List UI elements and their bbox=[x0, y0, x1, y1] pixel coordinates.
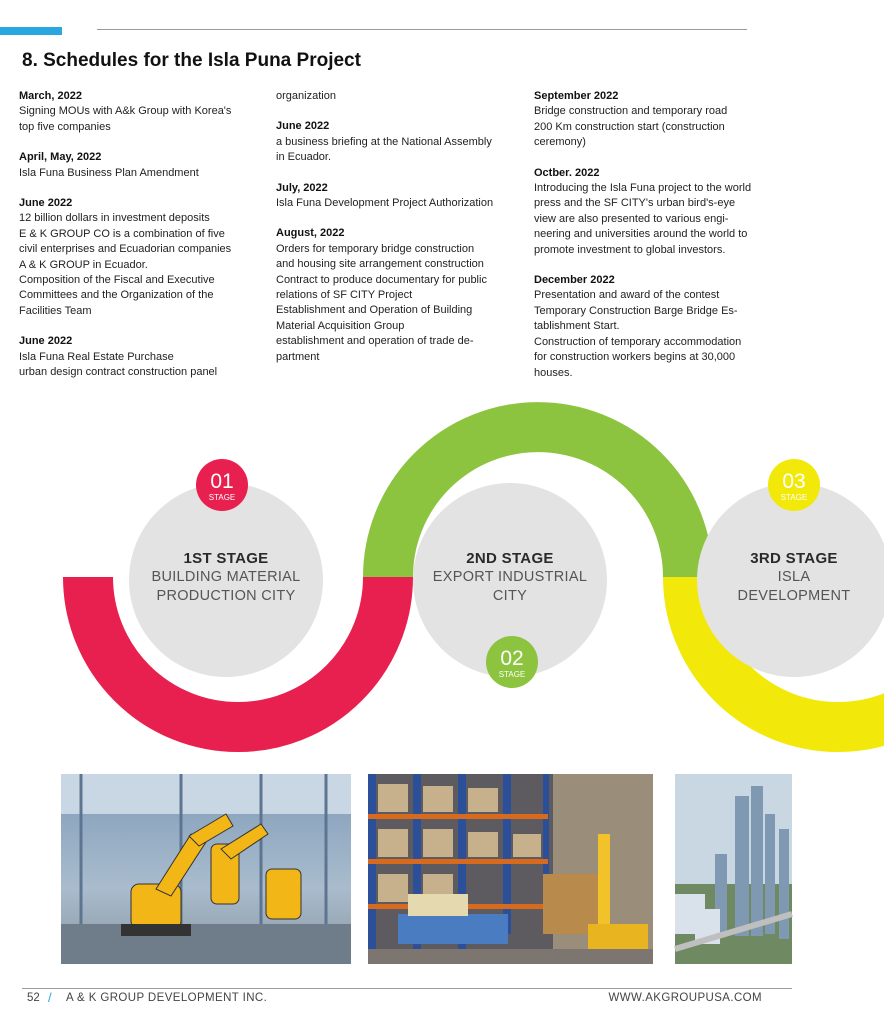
entry-line: organization bbox=[276, 90, 336, 102]
entry-line: view are also presented to various engi- bbox=[534, 212, 729, 225]
entry-line: and housing site arrangement construction bbox=[276, 258, 484, 271]
entry-line: Establishment and Operation of Building bbox=[276, 304, 473, 317]
entry-line: Bridge construction and temporary road bbox=[534, 105, 728, 118]
entry-line: promote investment to global investors. bbox=[534, 243, 726, 256]
entry-line: A & K GROUP in Ecuador. bbox=[19, 258, 148, 271]
entry-line: Contract to produce documentary for public bbox=[276, 273, 487, 286]
stage-3-badge-tag: STAGE bbox=[780, 493, 808, 502]
stage-2-badge-tag: STAGE bbox=[498, 670, 526, 679]
entry-line: Composition of the Fiscal and Executive bbox=[19, 274, 215, 287]
entry-date: June 2022 bbox=[19, 335, 73, 348]
entry-line: Construction of temporary accommodation bbox=[534, 335, 742, 348]
stage-2-line: EXPORT INDUSTRIAL bbox=[432, 569, 588, 585]
entry-line: Temporary Construction Barge Bridge Es- bbox=[534, 304, 738, 317]
entry-line: Signing MOUs with A&k Group with Korea's bbox=[19, 105, 232, 118]
entry-line: relations of SF CITY Project bbox=[276, 289, 413, 302]
entry-line: Material Acquisition Group bbox=[276, 319, 405, 332]
entry-date: June 2022 bbox=[276, 120, 330, 133]
entry-line: 12 billion dollars in investment deposits bbox=[19, 212, 210, 225]
entry-line: Introducing the Isla Funa project to the world bbox=[534, 182, 752, 195]
stage-3-badge-number: 03 bbox=[782, 470, 806, 493]
page-number: 52 bbox=[27, 992, 40, 1004]
schedule-entry bbox=[19, 150, 269, 181]
entry-date: March, 2022 bbox=[19, 90, 82, 102]
entry-date: April, May, 2022 bbox=[19, 151, 102, 164]
stage-1-badge-tag: STAGE bbox=[208, 493, 236, 502]
schedule-entry bbox=[19, 89, 269, 135]
warehouse-photo bbox=[368, 774, 653, 964]
entry-line: E & K GROUP CO is a combination of five bbox=[19, 227, 225, 240]
entry-line: Orders for temporary bridge construction bbox=[276, 242, 475, 255]
footer-company: A & K GROUP DEVELOPMENT INC. bbox=[66, 992, 268, 1004]
entry-line: press and the SF CITY's urban bird's-eye bbox=[534, 197, 736, 210]
entry-line: establishment and operation of trade de- bbox=[276, 335, 474, 348]
robot-factory-photo bbox=[61, 774, 351, 964]
entry-line: ceremony) bbox=[534, 136, 586, 149]
stage-2-label bbox=[420, 549, 600, 606]
schedule-entry bbox=[19, 196, 269, 319]
photo-strip bbox=[0, 774, 792, 964]
entry-date: December 2022 bbox=[534, 274, 615, 287]
stage-2-name: 2ND STAGE bbox=[466, 550, 554, 567]
stage-1-line: PRODUCTION CITY bbox=[156, 588, 296, 604]
schedule-column-1 bbox=[19, 89, 269, 396]
entry-line: Presentation and award of the contest bbox=[534, 289, 720, 302]
entry-line: 200 Km construction start (construction bbox=[534, 120, 725, 133]
entry-line: in Ecuador. bbox=[276, 151, 332, 164]
schedule-entry bbox=[534, 166, 784, 258]
schedule-entry bbox=[276, 226, 526, 365]
stage-2-badge-number: 02 bbox=[500, 647, 524, 670]
schedule-entry bbox=[534, 89, 784, 151]
entry-line: Isla Funa Business Plan Amendment bbox=[19, 166, 199, 179]
city-skyline-photo bbox=[675, 774, 792, 964]
entry-line: Facilities Team bbox=[19, 304, 92, 317]
entry-date: July, 2022 bbox=[276, 181, 328, 194]
entry-line: Isla Funa Development Project Authorization bbox=[276, 197, 494, 210]
schedule-column-2 bbox=[276, 89, 526, 380]
footer-separator: / bbox=[48, 990, 52, 1005]
entry-line: a business briefing at the National Assembly bbox=[276, 135, 492, 148]
footer-website: WWW.AKGROUPUSA.COM bbox=[608, 992, 762, 1004]
header-accent-bar bbox=[0, 27, 62, 35]
entry-line: partment bbox=[276, 350, 320, 363]
stage-2-line: CITY bbox=[492, 588, 528, 604]
stages-diagram bbox=[0, 405, 851, 760]
stage-3-line: ISLA bbox=[777, 569, 811, 585]
schedule-entry bbox=[276, 119, 526, 165]
stage-1-label bbox=[136, 549, 316, 606]
stage-1-name: 1ST STAGE bbox=[183, 550, 269, 567]
schedule-entry bbox=[19, 334, 269, 380]
entry-line: Isla Funa Real Estate Purchase bbox=[19, 350, 174, 363]
page-title: 8. Schedules for the Isla Puna Project bbox=[22, 50, 361, 71]
stage-1-badge-number: 01 bbox=[210, 470, 234, 493]
stage-3-label bbox=[704, 549, 884, 606]
stage-3-line: DEVELOPMENT bbox=[737, 588, 851, 604]
stage-3-name: 3RD STAGE bbox=[750, 550, 838, 567]
stage-1-line: BUILDING MATERIAL bbox=[151, 569, 301, 585]
entry-line: urban design contract construction panel bbox=[19, 366, 218, 379]
header-rule bbox=[97, 29, 747, 30]
schedule-entry bbox=[534, 273, 784, 381]
entry-line: Committees and the Organization of the bbox=[19, 289, 214, 302]
entry-date: September 2022 bbox=[534, 90, 619, 102]
entry-date: June 2022 bbox=[19, 197, 73, 210]
entry-line: houses. bbox=[534, 366, 573, 379]
entry-line: tablishment Start. bbox=[534, 320, 620, 333]
footer-rule bbox=[22, 988, 792, 989]
entry-line: for construction workers begins at 30,000 bbox=[534, 351, 736, 364]
schedule-entry bbox=[276, 181, 526, 212]
schedule-column-3 bbox=[534, 89, 784, 396]
entry-line: civil enterprises and Ecuadorian companies bbox=[19, 243, 232, 256]
entry-line: neering and universities around the world to bbox=[534, 228, 748, 241]
entry-line: top five companies bbox=[19, 120, 111, 133]
entry-date: August, 2022 bbox=[276, 227, 345, 240]
entry-date: Octber. 2022 bbox=[534, 166, 600, 179]
schedule-entry bbox=[276, 89, 526, 104]
